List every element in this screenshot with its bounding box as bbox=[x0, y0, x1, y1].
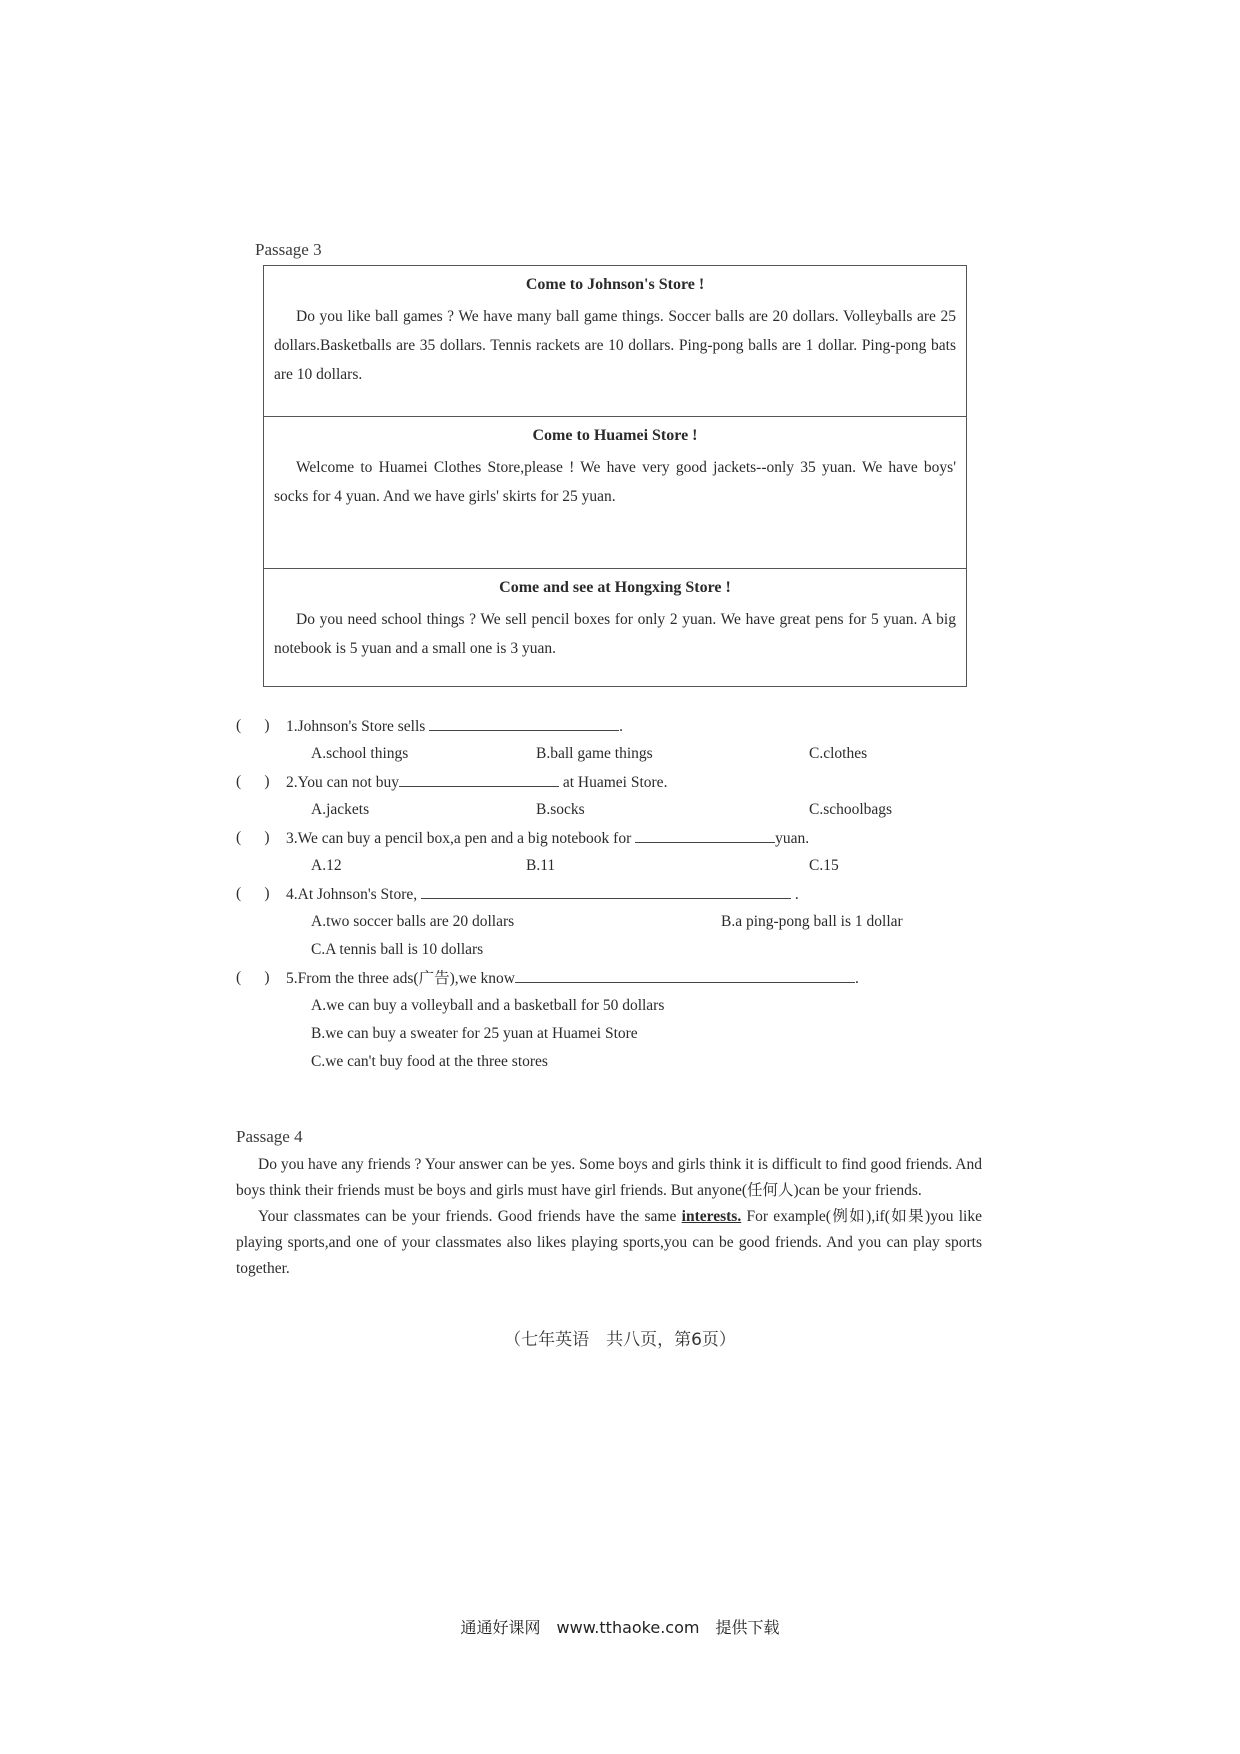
ad-title: Come and see at Hongxing Store ! bbox=[499, 579, 731, 596]
question-tail: . bbox=[794, 886, 799, 903]
answer-blank[interactable] bbox=[635, 824, 775, 843]
option-a: A.jackets bbox=[311, 801, 370, 818]
ad-hongxing-store bbox=[263, 569, 967, 687]
options bbox=[236, 936, 976, 964]
option-b: B.a ping-pong ball is 1 dollar bbox=[721, 913, 903, 930]
answer-paren[interactable]: ( ) bbox=[236, 773, 270, 790]
page-footer: （七年英语 共八页，第6页） bbox=[504, 1330, 736, 1350]
question-stem: 5.From the three ads(广告),we know bbox=[286, 970, 516, 987]
option-c: C.schoolbags bbox=[809, 801, 893, 818]
question-2 bbox=[236, 768, 976, 796]
option-a: A.12 bbox=[311, 857, 342, 874]
passage-3-label: Passage 3 bbox=[255, 240, 322, 259]
underlined-word: interests. bbox=[681, 1208, 742, 1225]
options bbox=[236, 852, 976, 880]
option-c: C.A tennis ball is 10 dollars bbox=[311, 941, 484, 958]
option-a: A.we can buy a volleyball and a basketball for 50 dollars bbox=[311, 997, 665, 1014]
option-a: A.school things bbox=[311, 745, 409, 762]
question-4 bbox=[236, 880, 976, 908]
question-tail: at Huamei Store. bbox=[562, 774, 668, 791]
passage-4-text bbox=[236, 1152, 982, 1282]
question-stem: 1.Johnson's Store sells bbox=[286, 718, 426, 735]
ad-johnson-store bbox=[263, 265, 967, 417]
question-tail: . bbox=[855, 970, 859, 987]
ad-body: Do you need school things ? We sell pencil boxes for only 2 yuan. We have great pens for 5 yuan. A big notebook is 5 yuan and a small one is 3 yuan. bbox=[274, 611, 956, 657]
question-tail: yuan. bbox=[775, 830, 810, 847]
question-tail: . bbox=[619, 718, 624, 735]
ad-body: Do you like ball games ? We have many ball game things. Soccer balls are 20 dollars. Volleyballs are 25 dollars.Basketballs are 35 dollars. Tennis rackets are 10 dollars. Ping-pong balls are 1 dollar. Ping-pong bats are 10 dollars. bbox=[274, 308, 956, 383]
ad-title: Come to Huamei Store ! bbox=[532, 427, 698, 444]
answer-blank[interactable] bbox=[515, 964, 855, 983]
passage-4-label: Passage 4 bbox=[236, 1127, 303, 1146]
options bbox=[236, 908, 976, 936]
option-a: A.two soccer balls are 20 dollars bbox=[311, 913, 515, 930]
option-b: B.11 bbox=[526, 857, 556, 874]
download-credit: 通通好课网 www.tthaoke.com 提供下载 bbox=[460, 1618, 780, 1637]
answer-paren[interactable]: ( ) bbox=[236, 829, 270, 846]
answer-paren[interactable]: ( ) bbox=[236, 969, 270, 986]
ad-huamei-store bbox=[263, 417, 967, 569]
answer-blank[interactable] bbox=[421, 880, 791, 899]
option-b: B.socks bbox=[536, 801, 585, 818]
options bbox=[236, 796, 976, 824]
question-list bbox=[236, 712, 976, 1076]
answer-blank[interactable] bbox=[399, 768, 559, 787]
answer-paren[interactable]: ( ) bbox=[236, 717, 270, 734]
option-c: C.15 bbox=[809, 857, 839, 874]
ads-box bbox=[263, 265, 967, 687]
ad-body: Welcome to Huamei Clothes Store,please ! We have very good jackets--only 35 yuan. We have boys' socks for 4 yuan. And we have girls' skirts for 25 yuan. bbox=[274, 459, 956, 505]
option-b: B.we can buy a sweater for 25 yuan at Huamei Store bbox=[311, 1025, 638, 1042]
paragraph-2: Your classmates can be your friends. Good friends have the same interests. For example(例如),if(如果)you like playing sports,and one of your classmates also likes playing sports,you can be good friends. And you can play sports together. bbox=[236, 1208, 982, 1277]
answer-blank[interactable] bbox=[429, 712, 619, 731]
option-b: B.ball game things bbox=[536, 745, 653, 762]
option-c: C.we can't buy food at the three stores bbox=[311, 1053, 548, 1070]
ad-title: Come to Johnson's Store ! bbox=[525, 276, 705, 293]
question-1 bbox=[236, 712, 976, 740]
paragraph-1: Do you have any friends ? Your answer can be yes. Some boys and girls think it is difficult to find good friends. And boys think their friends must be boys and girls must have girl friends. But anyone(任何人)can be your friends. bbox=[236, 1156, 982, 1199]
option-c: C.clothes bbox=[809, 745, 868, 762]
options bbox=[236, 740, 976, 768]
question-stem: 3.We can buy a pencil box,a pen and a big notebook for bbox=[286, 830, 632, 847]
question-3 bbox=[236, 824, 976, 852]
question-stem: 2.You can not buy bbox=[286, 774, 399, 791]
question-5 bbox=[236, 964, 976, 992]
answer-paren[interactable]: ( ) bbox=[236, 885, 270, 902]
question-stem: 4.At Johnson's Store, bbox=[286, 886, 418, 903]
